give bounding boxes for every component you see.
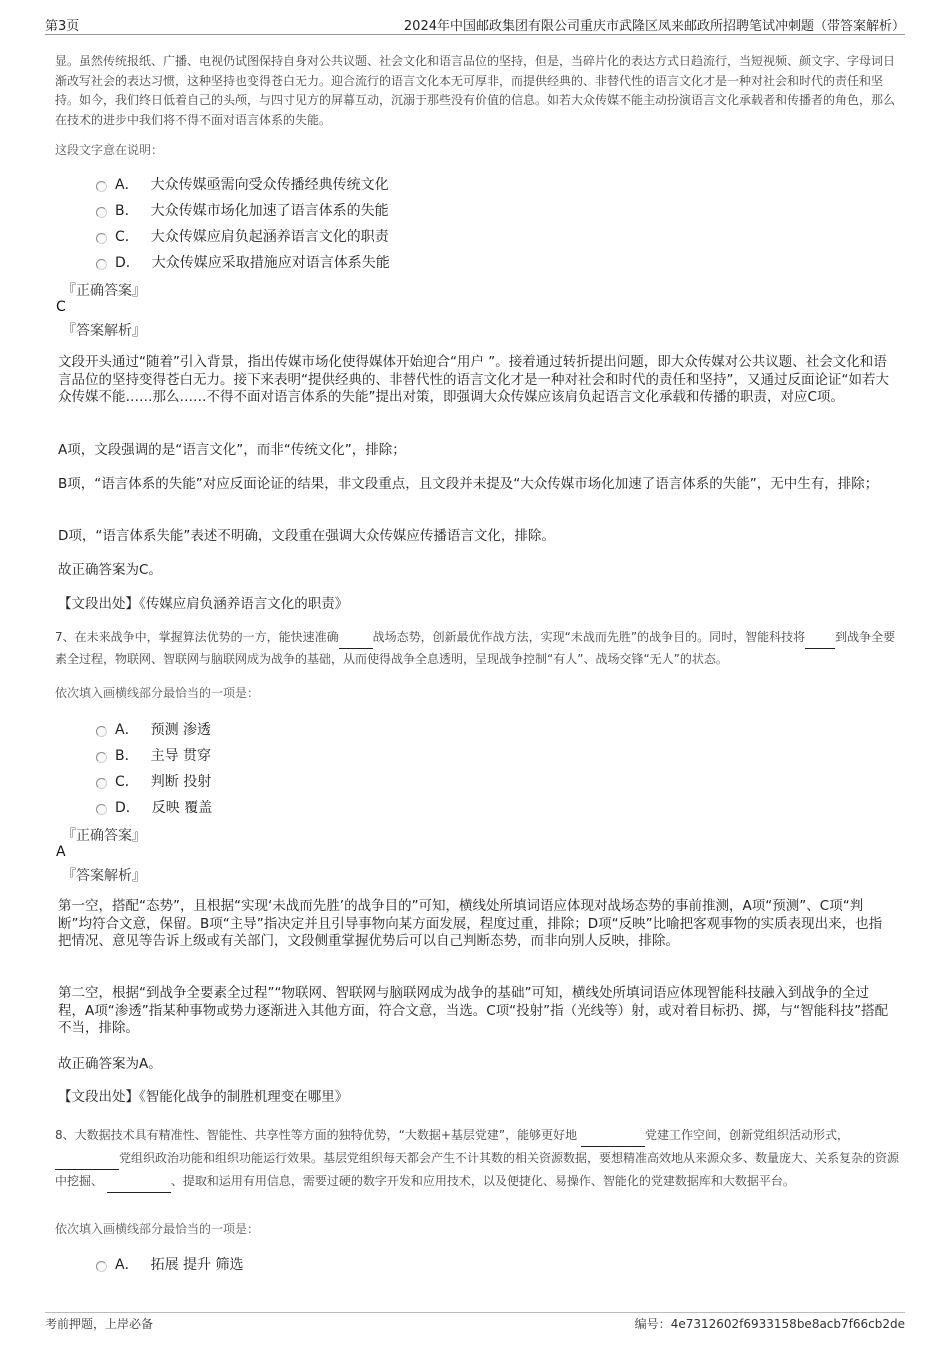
option-text: 主导 贯穿 [150, 748, 212, 764]
q6-correct-answer: C [56, 299, 66, 315]
q6-option-b[interactable] [96, 200, 389, 220]
q6-source: 【文段出处】《传媒应肩负涵养语言文化的职责》 [58, 596, 349, 612]
q8-prompt: 依次填入画横线部分最恰当的一项是： [55, 1222, 260, 1236]
option-text: 判断 投射 [150, 774, 212, 790]
option-letter: C． [115, 774, 139, 790]
footer-slogan: 考前押题，上岸必备 [45, 1317, 154, 1331]
option-letter: C． [115, 229, 139, 245]
q6-analysis-b: B项，“语言体系的失能”对应反面论证的结果，非文段重点，且文段并未提及“大众传媒市场化加速了语言体系的失能”，无中生有，排除； [58, 476, 879, 492]
q7-conclusion: 故正确答案为A。 [58, 1056, 162, 1072]
q8-blank-2 [55, 1147, 119, 1170]
q7-analysis-blank-1: 第一空，搭配“态势”，且根据“实现‘未战而先胜’的战争目的”可知，横线处所填词语应体现对战场态势的事前推测，A项“预测”、C项“判断”均符合文意，保留。B项“主导”指决定并且引导事物向某方面发展，程度过重，排除；D项“反映”比喻把客观事物的实质表现出来，也指把情况、意见等告诉上级或有关部门，文段侧重掌握优势后可以自己判断态势，而非向别人反映，排除。 [58, 898, 883, 949]
radio-button-icon[interactable] [96, 752, 107, 763]
radio-button-icon[interactable] [96, 233, 107, 244]
q7-blank-1 [339, 627, 373, 649]
q7-correct-answer: A [56, 844, 66, 860]
option-letter: A． [115, 1257, 139, 1273]
q6-analysis-paragraph: 文段开头通过“随着”引入背景，指出传媒市场化使得媒体开始迎合“用户 ”。接着通过转折提出问题，即大众传媒对公共议题、社会文化和语言品位的坚持变得苍白无力。接下来表明“提供经典的、非替代性的语言文化才是一种对社会和时代的责任和坚持”，又通过反面论证“如若大众传媒不能……那么……不得不面对语言体系的失能”提出对策，即强调大众传媒应该肩负起语言文化承载和传播的职责，对应C项。 [58, 354, 889, 405]
radio-button-icon[interactable] [96, 804, 107, 815]
radio-button-icon[interactable] [96, 181, 107, 192]
document-title: 2024年中国邮政集团有限公司重庆市武隆区凤来邮政所招聘笔试冲刺题（带答案解析） [403, 19, 905, 34]
option-text: 大众传媒应肩负起涵养语言文化的职责 [150, 229, 389, 245]
radio-button-icon[interactable] [96, 207, 107, 218]
q7-analysis-label: 『答案解析』 [62, 868, 146, 884]
q7-option-a[interactable] [96, 719, 211, 739]
q6-analysis-label: 『答案解析』 [62, 323, 146, 339]
q7-prompt: 依次填入画横线部分最恰当的一项是： [55, 686, 260, 700]
page-number: 第3页 [45, 19, 80, 34]
q6-conclusion: 故正确答案为C。 [58, 562, 162, 578]
option-text: 预测 渗透 [150, 722, 212, 738]
option-letter: A． [115, 722, 139, 738]
q6-correct-answer-label: 『正确答案』 [62, 283, 146, 299]
q8-option-a[interactable] [96, 1254, 243, 1274]
option-letter: D． [115, 255, 140, 271]
q7-blank-2 [805, 627, 835, 649]
document-code [635, 1315, 905, 1332]
q6-analysis-a: A项，文段强调的是“语言文化”，而非“传统文化”，排除； [58, 442, 406, 458]
q7-source: 【文段出处】《智能化战争的制胜机理变在哪里》 [58, 1089, 349, 1105]
q8-stem: 8、大数据技术具有精准性、智能性、共享性等方面的独特优势，“大数据+基层党建”，能够更好地 党建工作空间，创新党组织活动形式， 党组织政治功能和组织功能运行效果。基层党组织每天都会产生不计其数的相关资源数据，要想精准高效地从来源众多、数量庞大、关系复杂的资源中挖掘、 、提取和运用有用信息，需要过硬的数字开发和应用技术，以及便捷化、易操作、智能化的党建数据库和大数据平台。 [55, 1124, 900, 1193]
radio-button-icon[interactable] [96, 1261, 107, 1272]
q8-blank-1 [581, 1124, 645, 1147]
code-label: 编号： [634, 1317, 671, 1331]
q7-correct-answer-label: 『正确答案』 [62, 828, 146, 844]
option-text: 拓展 提升 筛选 [150, 1257, 244, 1273]
q8-blank-3 [107, 1170, 171, 1193]
q7-stem: 7、在未来战争中，掌握算法优势的一方，能快速准确 战场态势，创新最优作战方法，实现“未战而先胜”的战争目的。同时，智能科技将 到战争全要素全过程，物联网、智联网与脑联网成为战争的基础，从而使得战争全息透明，呈现战争控制“有人”、战场交锋“无人”的状态。 [55, 627, 900, 670]
option-text: 反映 覆盖 [151, 800, 213, 816]
q6-analysis-d: D项，“语言体系失能”表述不明确，文段重在强调大众传媒应传播语言文化，排除。 [58, 528, 555, 544]
q6-prompt: 这段文字意在说明： [55, 143, 164, 157]
q6-option-d[interactable] [96, 252, 390, 272]
radio-button-icon[interactable] [96, 259, 107, 270]
radio-button-icon[interactable] [96, 726, 107, 737]
radio-button-icon[interactable] [96, 778, 107, 789]
q7-option-c[interactable] [96, 771, 211, 791]
option-letter: B． [115, 203, 139, 219]
q6-passage: 显。虽然传统报纸、广播、电视仍试图保持自身对公共议题、社会文化和语言品位的坚持，但是，当碎片化的表达方式日趋流行，当短视频、颜文字、字母词日渐改写社会的表达习惯，这种坚持也变得苍白无力。迎合流行的语言文化本无可厚非，而提供经典的、非替代性的语言文化才是一种对社会和时代的责任和坚持。如今，我们终日低着自己的头颅，与四寸见方的屏幕互动，沉溺于那些没有价值的信息。如若大众传媒不能主动扮演语言文化承载者和传播者的角色，那么在技术的进步中我们将不得不面对语言体系的失能。 [55, 54, 896, 127]
option-letter: D． [115, 800, 140, 816]
q7-option-d[interactable] [96, 797, 212, 817]
q7-analysis-blank-2: 第二空，根据“到战争全要素全过程”“物联网、智联网与脑联网成为战争的基础”可知，横线处所填词语应体现智能科技融入到战争的全过程，A项“渗透”指某种事物或势力逐渐进入其他方面，符合文意，当选。C项“投射”指（光线等）射，或对着目标扔、掷，与“智能科技”搭配不当，排除。 [58, 985, 889, 1036]
page-header [45, 12, 905, 35]
option-text: 大众传媒亟需向受众传播经典传统文化 [150, 177, 389, 193]
option-letter: A． [115, 177, 139, 193]
q7-option-b[interactable] [96, 745, 211, 765]
option-text: 大众传媒市场化加速了语言体系的失能 [150, 203, 389, 219]
option-letter: B． [115, 748, 139, 764]
q6-option-a[interactable] [96, 174, 389, 194]
code-value: 4e7312602f6933158be8acb7f66cb2de [670, 1317, 905, 1331]
page-footer [45, 1312, 905, 1331]
option-text: 大众传媒应采取措施应对语言体系失能 [151, 255, 390, 271]
q6-option-c[interactable] [96, 226, 389, 246]
